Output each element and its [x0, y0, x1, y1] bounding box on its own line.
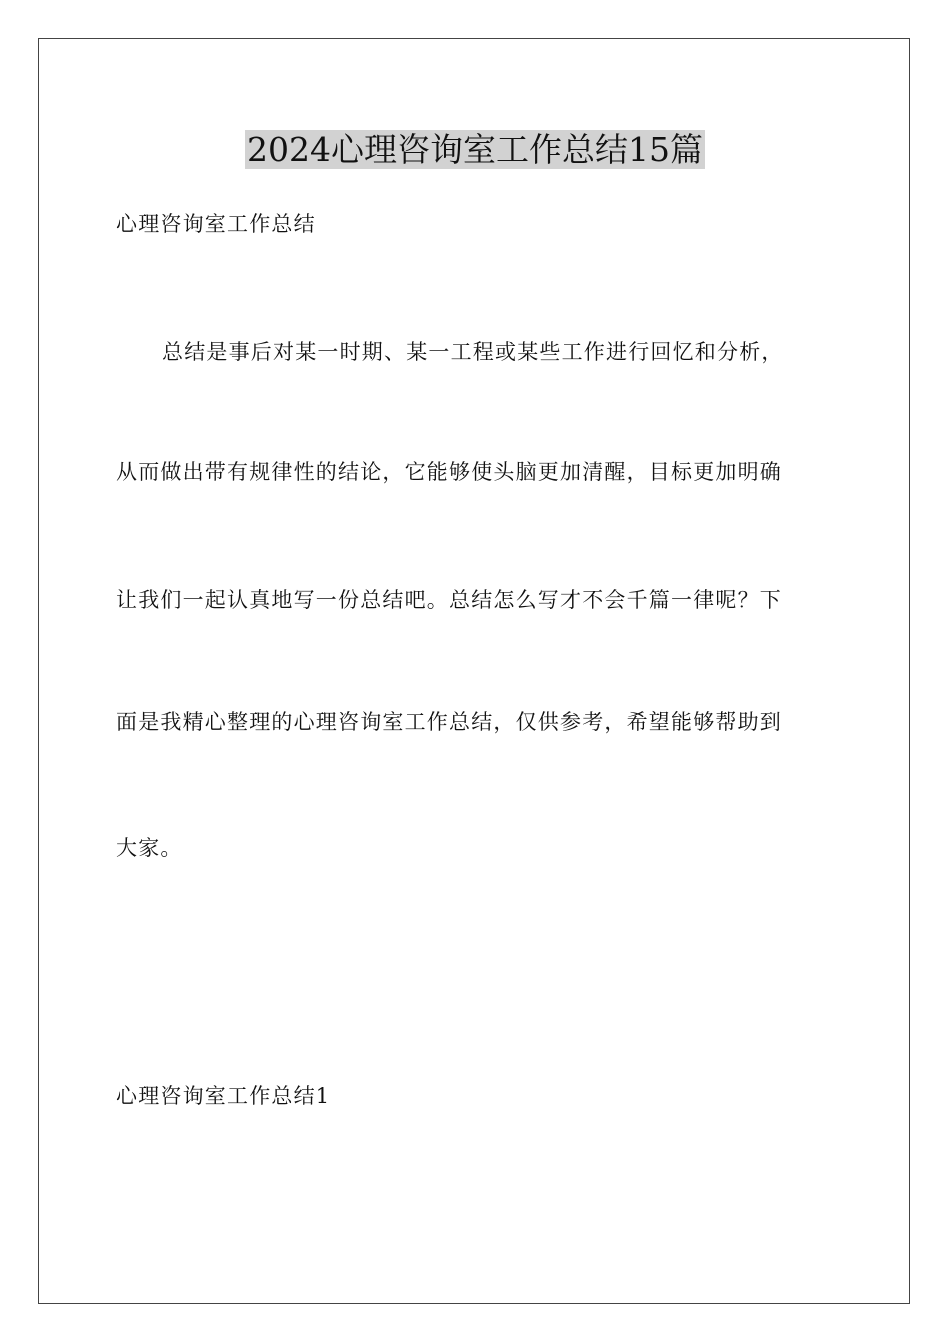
intro-line-1: 总结是事后对某一时期、某一工程或某些工作进行回忆和分析， [162, 340, 784, 364]
intro-line-3: 让我们一起认真地写一份总结吧。总结怎么写才不会千篇一律呢？下 [116, 588, 782, 612]
document-subtitle: 心理咨询室工作总结 [116, 212, 316, 236]
intro-line-4: 面是我精心整理的心理咨询室工作总结，仅供参考，希望能够帮助到 [116, 710, 782, 734]
document-title [0, 128, 950, 172]
document-title-text: 2024心理咨询室工作总结15篇 [247, 130, 703, 169]
intro-line-2: 从而做出带有规律性的结论，它能够使头脑更加清醒，目标更加明确 [116, 460, 782, 484]
intro-line-5: 大家。 [116, 836, 183, 860]
section-heading: 心理咨询室工作总结1 [116, 1084, 331, 1108]
